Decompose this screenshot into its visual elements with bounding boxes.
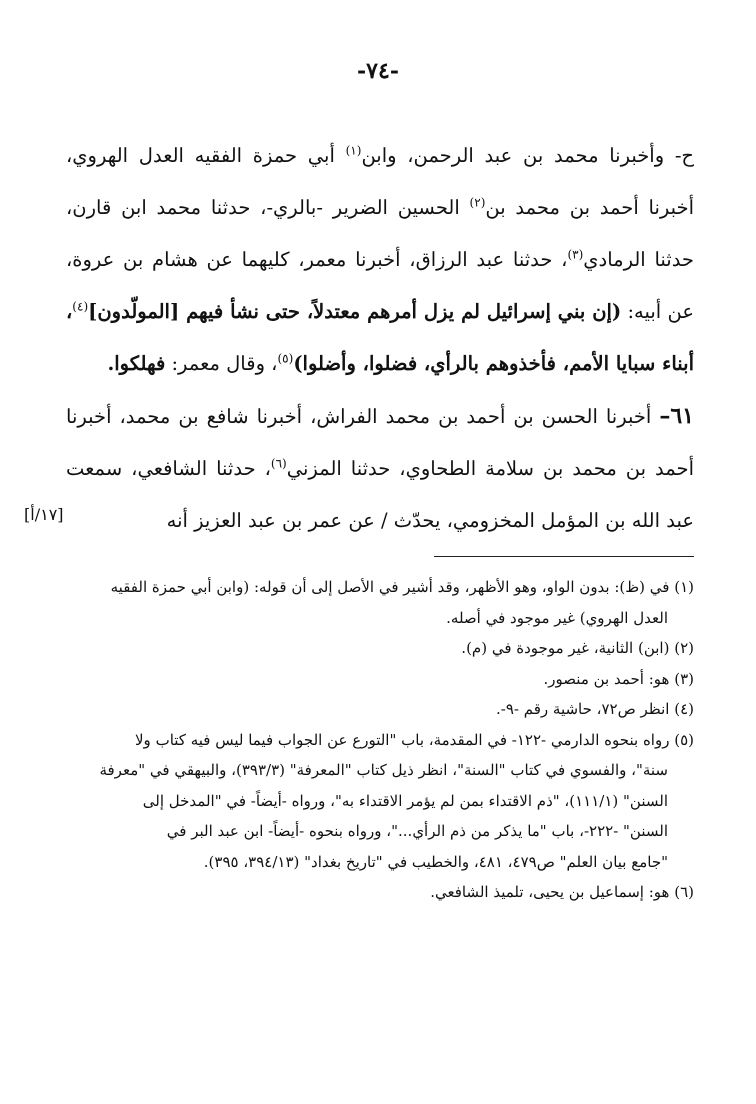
- footnote-5-cont: "جامع بيان العلم" ص٤٧٩، ٤٨١، والخطيب في "تاريخ بغداد" (٣٩٤/١٣، ٣٩٥).: [203, 852, 668, 871]
- footnote-3: (٣) هو: أحمد بن منصور.: [543, 669, 694, 688]
- footnotes: [66, 572, 694, 908]
- footnote-ref-3[interactable]: (٣): [567, 247, 584, 262]
- footnote-ref-1[interactable]: (١): [345, 143, 362, 158]
- hadith-quote: ، أبناء سبايا الأمم، فأخذوهم بالرأي، فضلوا، وأضلوا): [66, 300, 694, 375]
- footnote-ref-4[interactable]: (٤): [72, 299, 89, 314]
- text-run: الحسين الضرير -بالري-، حدثنا محمد ابن قارن، حدثنا الرمادي: [66, 196, 694, 271]
- footnote-5-cont: السنن" (١١١/١)، "ذم الاقتداء بمن لم يؤمر الاقتداء به"، ورواه -أيضاً- في "المدخل إلى: [142, 791, 668, 810]
- manuscript-folio-marker: [١٧/أ]: [24, 505, 64, 524]
- paragraph-hadith-61: [66, 390, 694, 547]
- paragraph-hadith-60: [66, 130, 694, 390]
- page-number: -٧٤-: [357, 58, 399, 84]
- hadith-quote: (إن بني إسرائيل لم يزل أمرهم معتدلاً، حتى نشأ فيهم [المولّدون]: [88, 300, 622, 323]
- footnote-5: (٥) رواه بنحوه الدارمي -١٢٢- في المقدمة، باب "التورع عن الجواب فيما ليس فيه كتاب ولا: [135, 730, 694, 749]
- main-text: [66, 130, 694, 547]
- footnote-ref-2[interactable]: (٢): [469, 195, 486, 210]
- bold-phrase: فهلكوا.: [107, 352, 166, 375]
- text-run: ، وقال معمر:: [165, 352, 278, 375]
- footnote-ref-6[interactable]: (٦): [270, 456, 287, 471]
- footnote-2: (٢) (ابن) الثانية، غير موجودة في (م).: [461, 639, 694, 657]
- footnote-1-cont: العدل الهروي) غير موجود في أصله.: [446, 608, 668, 627]
- text-run: ، حدثنا عبد الرزاق، أخبرنا معمر، كليهما عن هشام بن عروة، عن أبيه:: [66, 248, 694, 323]
- footnote-4: (٤) انظر ص٧٢، حاشية رقم -٩-.: [496, 700, 694, 718]
- footnote-1: (١) في (ظ): بدون الواو، وهو الأظهر، وقد أشير في الأصل إلى أن قوله: (وابن أبي حمزة الفقيه: [110, 578, 694, 596]
- footnote-5-cont: السنن" -٢٢٢-، باب "ما يذكر من ذم الرأي..."، ورواه بنحوه -أيضاً- ابن عبد البر في: [166, 822, 668, 840]
- footnote-5-cont: سنة"، والفسوي في كتاب "السنة"، انظر ذيل كتاب "المعرفة" (٣٩٣/٣)، والبيهقي في "معرفة: [99, 761, 668, 779]
- hadith-number: ٦١–: [659, 403, 694, 429]
- text-run: ، حدثنا الشافعي، سمعت عبد الله بن المؤمل المخزومي، يحدّث / عن عمر بن عبد العزيز أنه: [66, 457, 694, 532]
- footnote-ref-5[interactable]: (٥): [277, 351, 294, 366]
- footnote-6: (٦) هو: إسماعيل بن يحيى، تلميذ الشافعي.: [430, 883, 694, 901]
- text-run: أبي حمزة الفقيه العدل الهروي، أخبرنا أحمد بن محمد بن: [66, 144, 695, 219]
- footnote-divider: [434, 556, 694, 557]
- text-run: أخبرنا الحسن بن أحمد بن محمد الفراش، أخبرنا شافع بن محمد، أخبرنا أحمد بن محمد بن سلامة الطحاوي، حدثنا المزني: [66, 405, 694, 480]
- text-run: ح- وأخبرنا محمد بن عبد الرحمن، وابن: [361, 144, 694, 167]
